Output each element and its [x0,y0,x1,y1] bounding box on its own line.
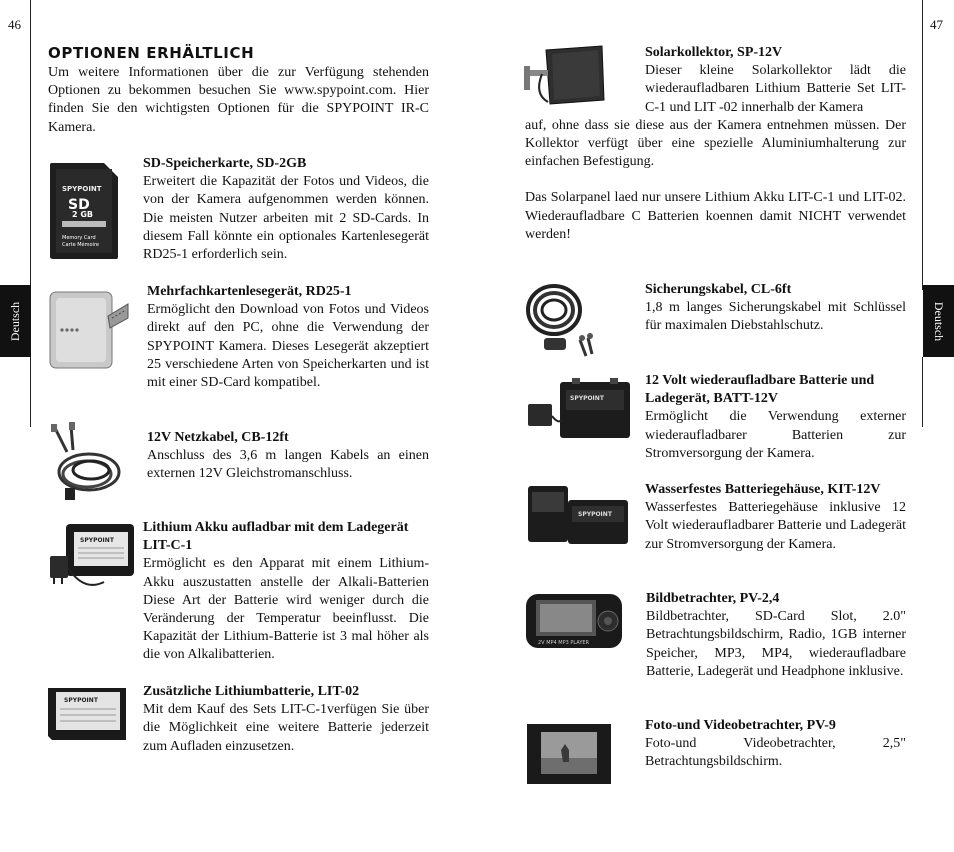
option-item [143,155,429,264]
item-description: Wasserfestes Batteriegehäuse inklusive 12 Volt wiederaufladbarer Batterie und Ladegerät zur Stromversorgung der Kamera. [645,500,906,552]
svg-text:SD: SD [68,197,90,213]
page-number-left: 46 [8,17,21,32]
right-margin-line [922,0,923,290]
option-item [147,429,429,484]
item-title: Mehrfachkartenlesegerät, RD25-1 [147,284,352,299]
battery-logo: SPYPOINT [578,511,612,518]
card-reader-image [48,288,130,370]
option-item [147,283,429,392]
side-tab-left-label: Deutsch [8,301,23,341]
sd-card-image [48,161,122,261]
lithium-battery-charger-image [44,522,136,596]
battery-logo: SPYPOINT [64,697,98,704]
item-title: Zusätzliche Lithiumbatterie, LIT-02 [143,684,360,699]
left-margin-line-lower [30,357,31,427]
item-description: Ermöglicht den Download von Fotos und Videos direkt auf den PC, ohne die Verwendung der SPYPOINT Kamera. Dieses Lesegerät akzeptiert 25 verschiedene Arten von Speicherkarten und ist mit einer SD-Card kompatibel. [147,302,429,391]
item-title: SD-Speicherkarte, SD-2GB [143,156,307,171]
item-description: Anschluss des 3,6 m langen Kabels an einen externen 12V Gleichstromanschluss. [147,448,429,482]
battery-12v-image [526,374,632,444]
battery-logo: SPYPOINT [570,395,604,402]
section-heading: OPTIONEN ERHÄLTLICH [48,44,255,62]
item-title: Sicherungskabel, CL-6ft [645,282,792,297]
item-description: Dieser kleine Solarkollektor lädt die wiederaufladbaren Lithium Batterie Set LIT-C-1 und LIT -02 innerhalb der Kamera [645,63,906,115]
sd-card-capacity: 2 GB [72,210,94,219]
item-description: 1,8 m langes Sicherungskabel mit Schlüssel für maximalen Diebstahlschutz. [645,300,906,334]
battery-logo: SPYPOINT [80,537,114,544]
battery-housing-image [526,484,630,550]
item-description: Ermöglicht es den Apparat mit einem Lithium-Akku auszustatten anstelle der Alkali-Batterien Diese Art der Batterie wird weniger durch die Veränderung der Temperatur beeinflusst. Die Kapazität der Lithium-Batterie ist 3 mal höher als die von Alkalibatterien. [143,556,429,663]
item-title: Solarkollektor, SP-12V [645,45,783,60]
intro-paragraph: Um weitere Informationen über die zur Verfügung stehenden Optionen zu bekommen besuchen Sie www.spypoint.com. Hier finden Sie den wichtigsten Optionen für die SPYPOINT IR-C Kamera. [48,65,429,135]
option-item [143,683,429,756]
side-tab-left [0,285,31,357]
side-tab-right-label: Deutsch [932,301,947,341]
picture-viewer-image [524,592,624,650]
item-title: Bildbetrachter, PV-2,4 [646,591,780,606]
item-description: Bildbetrachter, SD-Card Slot, 2.0" Betrachtungsbildschirm, Radio, 1GB interner Speicher, MP3, MP4, wiederaufladbare Batterie, Ladegerät und Headphone inklusive. [646,609,906,679]
item-description: Foto-und Videobetrachter, 2,5" Betrachtungsbildschirm. [645,736,906,770]
page-number-right: 47 [930,17,943,32]
lithium-battery-image [46,684,130,746]
option-item [645,717,906,772]
option-item-solar [525,44,906,244]
item-title: 12 Volt wiederaufladbare Batterie und Ladegerät, BATT-12V [645,373,875,407]
option-item [143,519,429,665]
item-note: Das Solarpanel laed nur unsere Lithium Akku LIT-C-1 und LIT-02. Wiederaufladbare C Batterien koennen damit NICHT verwendet werden! [525,190,906,242]
item-title: 12V Netzkabel, CB-12ft [147,430,289,445]
side-tab-right [923,285,954,357]
sd-card-caption-1: Memory Card [62,235,96,241]
sd-card-caption-2: Carte Mémoire [62,242,99,248]
item-title: Wasserfestes Batteriegehäuse, KIT-12V [645,482,881,497]
sd-card-logo: SPYPOINT [62,185,102,193]
item-description: Mit dem Kauf des Sets LIT-C-1verfügen Sie über die Möglichkeit eine weitere Batterie jederzeit zum Aufladen einzusetzen. [143,702,429,754]
item-description: Ermöglicht die Verwendung externer wiederaufladbarer Batterien zur Stromversorgung der Kamera. [645,409,906,461]
item-title: Lithium Akku aufladbar mit dem Ladegerät LIT-C-1 [143,520,409,554]
photo-video-viewer-image [525,722,613,786]
viewer-caption: 2V MP4 MP3 PLAYER [538,640,590,646]
security-cable-image [524,280,606,360]
option-item [645,372,906,463]
right-margin-line-lower [922,357,923,427]
cable-image [45,422,125,504]
intro-section [48,44,429,137]
item-title: Foto-und Videobetrachter, PV-9 [645,718,836,733]
option-item [645,281,906,336]
item-description: Erweitert die Kapazität der Fotos und Videos, die von der Kamera aufgenommen werden können. Die meisten Nutzer arbeiten mit 2 SD-Cards. In diesem Fall könnte ein optionales Kartenlesegerät RD25-1 erforderlich sein. [143,174,429,263]
option-item [646,590,906,681]
option-item [645,481,906,554]
item-description-continued: auf, ohne dass sie diese aus der Kamera entnehmen müssen. Der Kollektor verfügt über eine spezielle Aluminiumhalterung zur einfachen Befestigung. [525,117,906,170]
left-margin-line [30,0,31,290]
